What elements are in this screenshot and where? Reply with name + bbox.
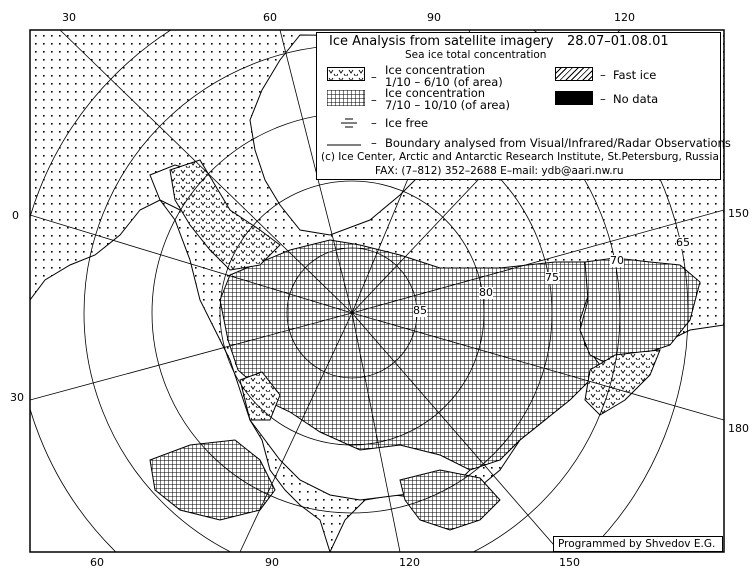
- legend-dash: –: [371, 93, 377, 107]
- map-date-range: 28.07–01.08.01: [567, 34, 669, 49]
- legend-vees-icon: [328, 68, 364, 80]
- legend-dash: –: [600, 92, 606, 106]
- lon-label-top: 60: [263, 11, 277, 24]
- lon-label-top: 90: [427, 11, 441, 24]
- legend-fast-ice: Fast ice: [613, 68, 657, 82]
- legend-high-line2: 7/10 – 10/10 (of area): [385, 98, 511, 112]
- legend-boundary: Boundary analysed from Visual/Infrared/Radar Observations: [385, 136, 731, 150]
- lon-label-bottom: 120: [399, 556, 420, 569]
- legend-swatch-no-data: [555, 91, 593, 105]
- legend-dash: –: [600, 68, 606, 82]
- legend-ice-free-icon: [341, 117, 361, 129]
- lon-label-bottom: 150: [559, 556, 580, 569]
- lon-label-left: 0: [12, 209, 19, 222]
- legend-grid-icon: [327, 90, 365, 106]
- lon-label-bottom: 60: [90, 556, 104, 569]
- lon-label-right: 180: [728, 422, 749, 435]
- legend-high-line1: Ice concentration: [385, 86, 486, 100]
- programmer-credit: Programmed by Shvedov E.G.: [553, 536, 723, 552]
- legend-boundary-line-icon: [327, 143, 361, 147]
- lon-label-left: 30: [10, 391, 24, 404]
- lat-label: 85: [413, 304, 427, 317]
- lon-label-top: 30: [62, 11, 76, 24]
- legend-box: [316, 32, 731, 180]
- map-subtitle: Sea ice total concentration: [405, 49, 547, 61]
- lon-label-right: 150: [728, 207, 749, 220]
- legend-no-data: No data: [613, 92, 659, 106]
- map-title: Ice Analysis from satellite imagery: [329, 34, 554, 49]
- lat-label: 75: [545, 271, 559, 284]
- lon-label-bottom: 90: [265, 556, 279, 569]
- legend-low-line1: Ice concentration: [385, 63, 486, 77]
- contact-info: FAX: (7–812) 352–2688 E–mail: ydb@aari.nw.ru: [375, 165, 624, 177]
- source-credit: (c) Ice Center, Arctic and Antarctic Research Institute, St.Petersburg, Russia: [321, 151, 719, 163]
- lat-label: 65: [676, 236, 690, 249]
- legend-swatch-fast-ice: [555, 67, 593, 81]
- legend-dash: –: [371, 70, 377, 84]
- legend-dash: –: [371, 136, 377, 150]
- lat-label: 80: [479, 286, 493, 299]
- legend-dash: –: [371, 116, 377, 130]
- lat-label: 70: [610, 254, 624, 267]
- legend-ice-free: Ice free: [385, 116, 429, 130]
- lon-label-top: 120: [614, 11, 635, 24]
- legend-low-line2: 1/10 – 6/10 (of area): [385, 75, 503, 89]
